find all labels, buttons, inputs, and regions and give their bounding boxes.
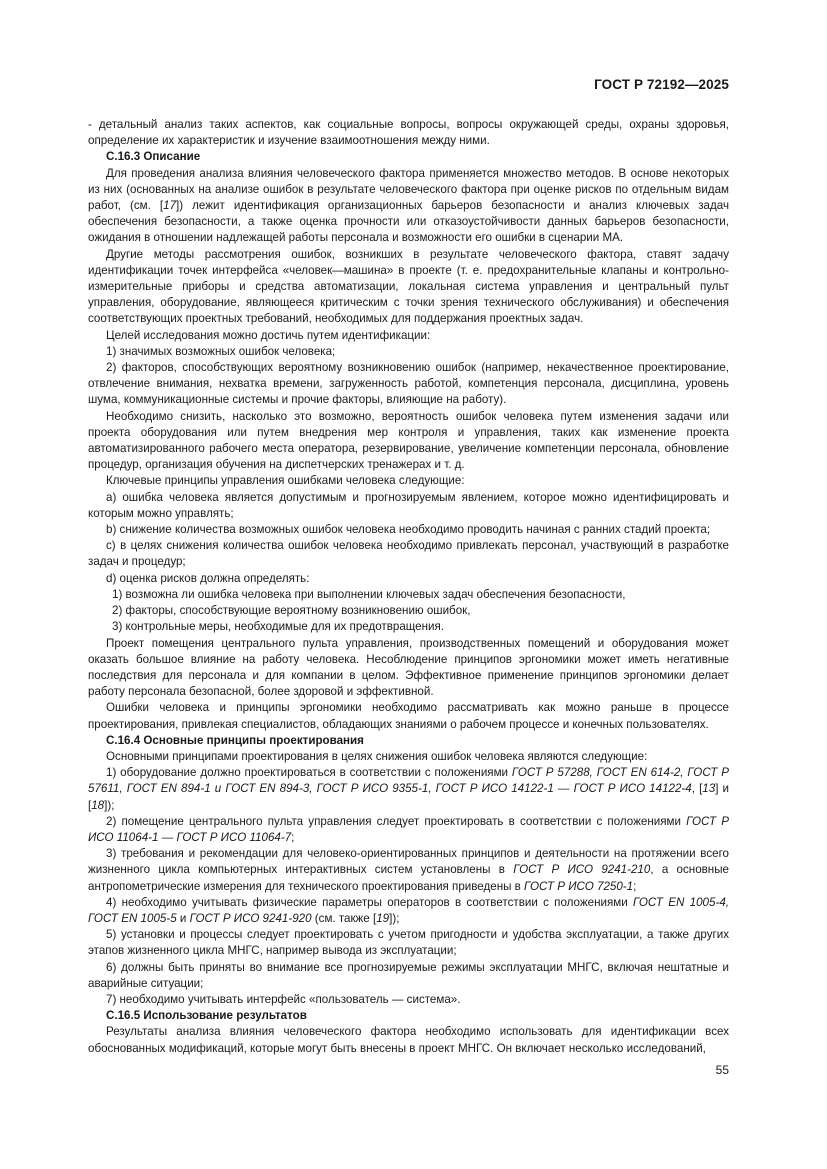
section-c165-heading: С.16.5 Использование результатов	[106, 1009, 307, 1023]
text: ;	[633, 879, 637, 893]
document-header	[594, 77, 729, 92]
list-item: 6) должны быть приняты во внимание все прогнозируемые режимы эксплуатации МНГС, включая нештатные и аварийные ситуации;	[88, 960, 729, 990]
list-item	[88, 814, 729, 846]
page-content	[88, 117, 729, 1057]
reference-link[interactable]: 19	[376, 911, 390, 925]
list-item: b) снижение количества возможных ошибок человека необходимо проводить начиная с ранних стадий проекта;	[106, 523, 711, 537]
text: , [	[691, 782, 703, 796]
sub-list-item: 2) факторы, способствующие вероятному возникновению ошибок,	[112, 604, 471, 618]
text: ] и [	[88, 782, 730, 812]
sub-list-item: 3) контрольные меры, необходимые для их предотвращения.	[112, 620, 445, 634]
text: 3) требования и рекомендации для человеко-ориентированных принципов и деятельности на протяжении всего жизненного цикла компьютерных интерактивных систем установлены в	[88, 847, 729, 877]
section-c164-heading: С.16.4 Основные принципы проектирования	[106, 733, 364, 747]
list-item: c) в целях снижения количества ошибок человека необходимо привлекать персонал, участвующий в разработке задач и процедур;	[88, 539, 729, 569]
list-item	[88, 895, 729, 927]
reference-link[interactable]: 18	[91, 798, 105, 812]
standard-reference: ГОСТ Р ИСО 9241-920	[189, 911, 312, 925]
standard-reference: ГОСТ Р ИСО 9241-210	[513, 863, 651, 877]
paragraph: Основными принципами проектирования в целях снижения ошибок человека являются следующие:	[106, 749, 648, 763]
standard-reference: ГОСТ EN 1005-4, ГОСТ EN 1005-5	[88, 895, 729, 925]
paragraph: Ошибки человека и принципы эргономики необходимо рассматривать как можно раньше в процессе проектирования, привлекая специалистов, обладающих знаниями о рабочем процессе и конечных пользователях.	[88, 701, 729, 731]
paragraph: Ключевые принципы управления ошибками человека следующие:	[106, 474, 465, 488]
text: 2) помещение центрального пульта управления следует проектировать в соответствии с положениями	[106, 814, 687, 828]
text: ;	[291, 830, 295, 844]
standard-reference: ГОСТ Р ИСО 11064-1 — ГОСТ Р ИСО 11064-7	[88, 814, 729, 844]
page-number: 55	[715, 1063, 729, 1077]
list-item	[88, 765, 729, 814]
standard-reference: ГОСТ Р 57288, ГОСТ EN 614-2, ГОСТ Р 57611, ГОСТ EN 894-1 и ГОСТ EN 894-3, ГОСТ Р ИСО 9355-1, ГОСТ Р ИСО 14122-1 — ГОСТ Р ИСО 14122-4	[88, 766, 729, 796]
intro-paragraph: - детальный анализ таких аспектов, как социальные вопросы, вопросы окружающей среды, охраны здоровья, определение их характеристик и изучение взаимоотношения между ними.	[88, 118, 729, 148]
document-id: ГОСТ Р 72192—2025	[594, 77, 729, 92]
text: и	[176, 911, 190, 925]
list-item: 1) значимых возможных ошибок человека;	[106, 344, 336, 358]
text: 1) оборудование должно проектироваться в соответствии с положениями	[106, 766, 512, 780]
text: ]) лежит идентификация организационных барьеров безопасности и анализ ключевых задач обеспечения безопасности, а также оценка прочности или отказоустойчивости данных барьеров безопасности, ожидания в отношении надлежащей работы персонала и возможности его ошибки в сценарии МА.	[88, 199, 729, 245]
paragraph	[88, 166, 729, 247]
paragraph: Проект помещения центрального пульта управления, производственных помещений и оборудования может оказать большое влияние на работу человека. Несоблюдение принципов эргономики может иметь негативные последствия для персонала и для компании в целом. Эффективное применение принципов эргономики делает работу персонала безопасной, более здоровой и эффективной.	[88, 636, 729, 699]
text: (см. также [	[311, 911, 377, 925]
list-item: 2) факторов, способствующих вероятному возникновению ошибок (например, некачественное проектирование, отвлечение внимания, нехватка времени, загруженность работой, компетенция персонала, дисциплина, уровень шума, коммуникационные системы и прочие факторы, влияющие на работу).	[88, 361, 729, 407]
list-item: 7) необходимо учитывать интерфейс «пользователь — система».	[106, 992, 461, 1006]
reference-link[interactable]: 13	[702, 782, 716, 796]
paragraph: Другие методы рассмотрения ошибок, возникших в результате человеческого фактора, ставят задачу идентификации точек интерфейса «человек—машина» в проекте (т. е. предохранительные клапаны и контрольно-измерительные приборы и средства автоматизации, локальная система управления и центральный пульт управления, оборудование, являющееся критическим с точки зрения технического обслуживания) и обеспечения соответствующих проектных требований, необходимых для поддержания проектных задач.	[88, 247, 729, 326]
paragraph: Необходимо снизить, насколько это возможно, вероятность ошибок человека путем изменения задачи или проекта оборудования или путем внедрения мер контроля и управления, таких как изменение проекта автоматизированного рабочего места оператора, резервирование, увеличение компетенции персонала, обновление процедур, организация обучения на диспетчерских тренажерах и т. д.	[88, 409, 729, 472]
paragraph: Целей исследования можно достичь путем идентификации:	[106, 328, 431, 342]
text: , а основные антропометрические измерения для технического проектирования приведены в	[88, 863, 729, 893]
paragraph: Результаты анализа влияния человеческого фактора необходимо использовать для идентификации всех обоснованных модификаций, которые могут быть внесены в проект МНГС. Он включает несколько исследований,	[88, 1025, 729, 1055]
list-item: 5) установки и процессы следует проектировать с учетом пригодности и удобства эксплуатации, а также других этапов жизненного цикла МНГС, например вывода из эксплуатации;	[88, 928, 729, 958]
text: 4) необходимо учитывать физические параметры операторов в соответствии с положениями	[106, 895, 633, 909]
list-item: a) ошибка человека является допустимым и прогнозируемым явлением, которое можно идентифицировать и которым можно управлять;	[88, 490, 729, 520]
list-item	[88, 846, 729, 895]
standard-reference: ГОСТ Р ИСО 7250-1	[524, 879, 634, 893]
section-c163-heading: С.16.3 Описание	[106, 150, 201, 164]
text: Для проведения анализа влияния человеческого фактора применяется множество методов. В основе некоторых из них (основанных на анализе ошибок в результате человеческого фактора при оценке рисков по отдельным видам работ, (см. [	[88, 166, 729, 213]
text: ]);	[104, 798, 115, 812]
list-item: d) оценка рисков должна определять:	[106, 571, 310, 585]
sub-list-item: 1) возможна ли ошибка человека при выполнении ключевых задач обеспечения безопасности,	[112, 587, 626, 601]
text: ]);	[389, 911, 400, 925]
reference-link[interactable]: 17	[163, 199, 177, 213]
